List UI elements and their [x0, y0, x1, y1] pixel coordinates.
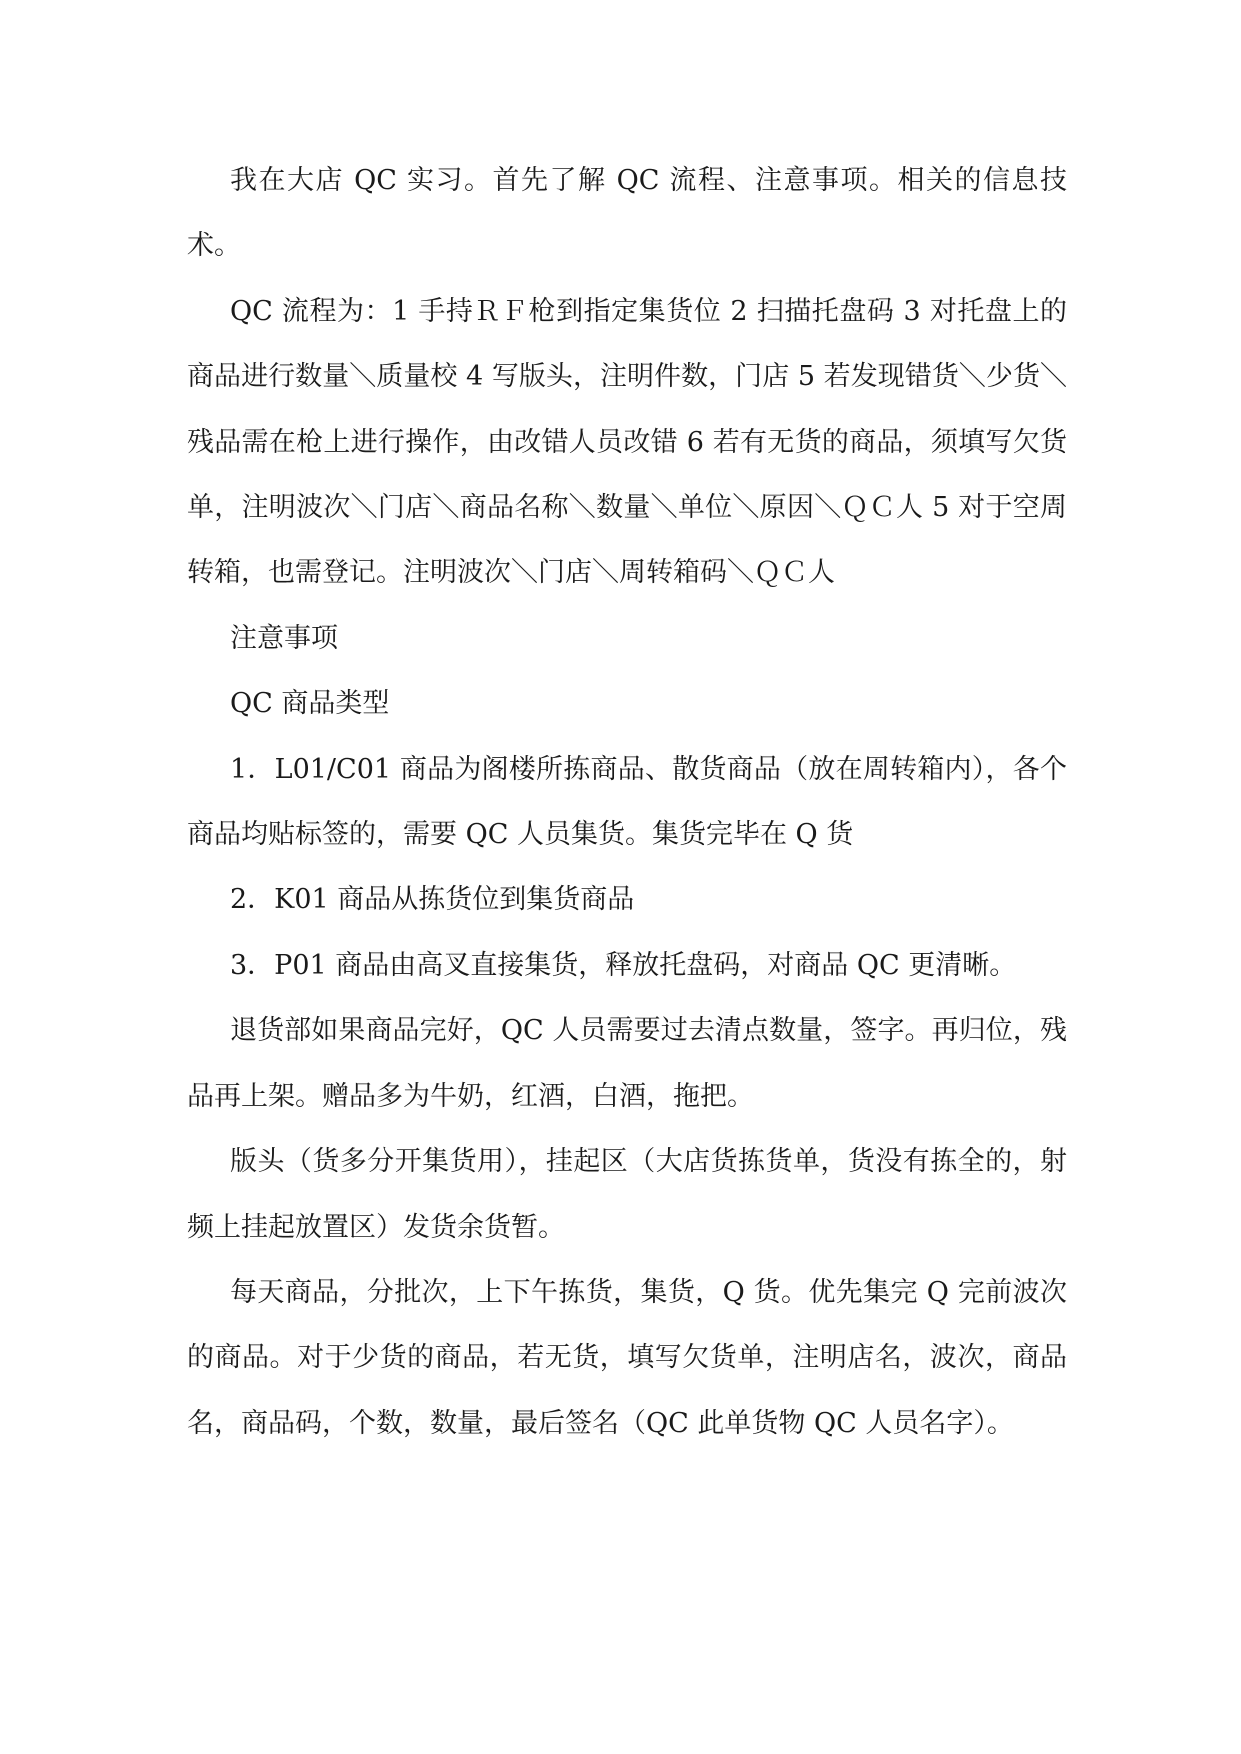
paragraph-qc-process: QC 流程为：1 手持ＲＦ枪到指定集货位 2 扫描托盘码 3 对托盘上的商品进行数量＼质量校 4 写版头，注明件数，门店 5 若发现错货＼少货＼残品需在枪上进行操作，由改错人员改错 6 若有无货的商品，须填写欠货单，注明波次＼门店＼商品名称＼数量＼单位＼原因＼ＱＣ人 5 对于空周转箱，也需登记。注明波次＼门店＼周转箱码＼ＱＣ人: [187, 295, 1067, 589]
paragraph-daily-routine: 每天商品，分批次，上下午拣货，集货，Q 货。优先集完 Q 完前波次的商品。对于少货的商品，若无货，填写欠货单，注明店名，波次，商品名，商品码，个数，数量，最后签名（QC 此单货物 QC 人员名字）。: [187, 1276, 1067, 1439]
heading-notes: 注意事项: [230, 622, 338, 654]
list-item-1: 1．L01/C01 商品为阁楼所拣商品、散货商品（放在周转箱内），各个商品均贴标签的，需要 QC 人员集货。集货完毕在 Q 货: [187, 753, 1067, 851]
list-item-2: 2．K01 商品从拣货位到集货商品: [230, 884, 635, 916]
paragraph-returns: 退货部如果商品完好，QC 人员需要过去清点数量，签字。再归位，残品再上架。赠品多为牛奶，红酒，白酒，拖把。: [187, 1015, 1067, 1112]
document-body: [187, 148, 1067, 1456]
paragraph-banner-hold-area: 版头（货多分开集货用），挂起区（大店货拣货单，货没有拣全的，射频上挂起放置区）发货余货暂。: [187, 1146, 1067, 1243]
paragraph-intro: 我在大店 QC 实习。首先了解 QC 流程、注意事项。相关的信息技术。: [187, 165, 1067, 262]
heading-qc-product-types: QC 商品类型: [230, 688, 390, 720]
list-item-3: 3．P01 商品由高叉直接集货，释放托盘码，对商品 QC 更清晰。: [230, 949, 1017, 981]
